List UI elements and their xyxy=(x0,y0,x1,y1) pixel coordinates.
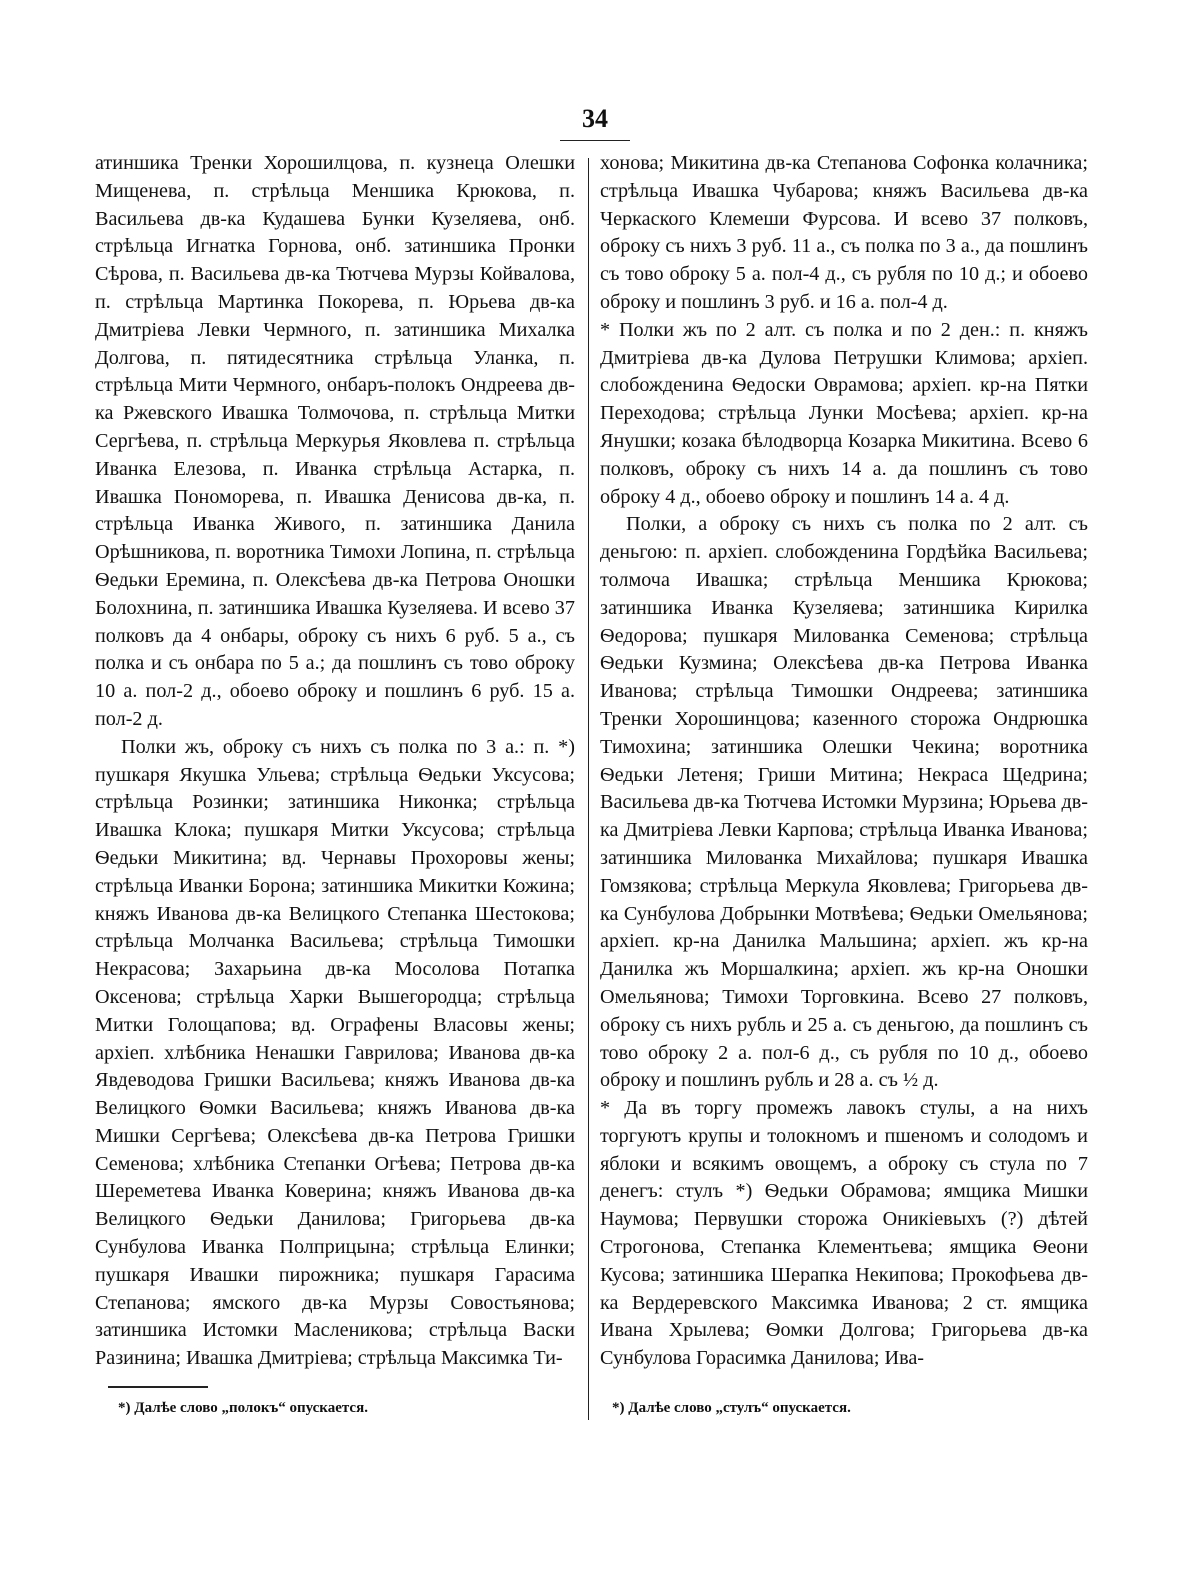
right-paragraph-4: * Да въ торгу промежъ лавокъ стулы, а на нихъ торгуютъ крупы и толокномъ и пшеномъ и солодомъ и яблоки и всякимъ овощемъ, а оброку съ стула по 7 денегъ: стулъ *) Ѳедьки Обрамова; ямщика Мишки Наумова; Первушки сторожа Оникіевыхъ (?) дѣтей Строгонова, Степанка Клементьева; ямщика Ѳеони Кусова; затиншика Шерапка Некипова; Прокофьева дв-ка Вердеревского Максимка Иванова; 2 ст. ямщика Ивана Хрылева; Ѳомки Долгова; Григорьева дв-ка Сунбулова Горасимка Данилова; Ива- xyxy=(600,1097,1088,1370)
footnote-left: *) Далѣе слово „полокъ“ опускается. xyxy=(118,1400,368,1416)
right-paragraph-3: Полки, а оброку съ нихъ съ полка по 2 алт. съ деньгою: п. архіеп. слобожденина Гордѣйка Васильева; толмоча Ивашка; стрѣльца Меншика Крюкова; затиншика Иванка Кузеляева; затиншика Кирилка Ѳедорова; пушкаря Милованка Семенова; стрѣльца Ѳедьки Кузмина; Олексѣева дв-ка Петрова Иванка Иванова; стрѣльца Тимошки Ондреева; затиншика Тренки Хорошинцова; казенного сторожа Ондрюшка Тимохина; затиншика Олешки Чекина; воротника Ѳедьки Летеня; Гриши Митина; Некраса Щедрина; Васильева дв-ка Тютчева Истомки Мурзина; Юрьева дв-ка Дмитріева Левки Карпова; стрѣльца Иванка Иванова; затиншика Милованка Михайлова; пушкаря Ивашка Гомзякова; стрѣльца Меркула Яковлева; Григорьева дв-ка Сунбулова Добрынки Мотвѣева; Ѳедьки Омельянова; архіеп. кр-на Данилка Мальшина; архіеп. жъ кр-на Данилка жъ Моршалкина; архіеп. жъ кр-на Оношки Омельянова; Тимохи Торговкина. Всево 27 полковъ, оброку съ нихъ рубль и 25 а. съ деньгою, да пошлинъ съ тово оброку 2 а. пол-6 д., съ рубля по 10 д., обоево оброку и пошлинъ рубль и 28 а. съ ½ д. xyxy=(600,513,1088,1092)
left-column xyxy=(95,150,575,1373)
left-paragraph-2: Полки жъ, оброку съ нихъ съ полка по 3 а.: п. *) пушкаря Якушка Ульева; стрѣльца Ѳедьки Уксусова; стрѣльца Розинки; затиншика Никонка; стрѣльца Ивашка Клока; пушкаря Митки Уксусова; стрѣльца Ѳедьки Микитина; вд. Чернавы Прохоровы жены; стрѣльца Иванки Борона; затиншика Микитки Кожина; княжъ Иванова дв-ка Велицкого Степанка Шестокова; стрѣльца Молчанка Васильева; стрѣльца Тимошки Некрасова; Захарьина дв-ка Мосолова Потапка Оксенова; стрѣльца Харки Вышегородца; стрѣльца Митки Голощапова; вд. Ографены Власовы жены; архіеп. хлѣбника Ненашки Гаврилова; Иванова дв-ка Явдеводова Гришки Васильева; княжъ Иванова дв-ка Велицкого Ѳомки Васильева; княжъ Иванова дв-ка Мишки Сергѣева; Олексѣева дв-ка Петрова Гришки Семенова; хлѣбника Степанки Огѣева; Петрова дв-ка Шереметева Иванка Коверина; княжъ Иванова дв-ка Велицкого Ѳедьки Данилова; Григорьева дв-ка Сунбулова Иванка Полприцына; стрѣльца Елинки; пушкаря Ивашки пирожника; пушкаря Гарасима Степанова; ямского дв-ка Мурзы Совостьянова; затиншика Истомки Масленикова; стрѣльца Васки Разинина; Ивашка Дмитріева; стрѣльца Максимка Ти- xyxy=(95,735,575,1370)
right-paragraph-1: хонова; Микитина дв-ка Степанова Софонка колачника; стрѣльца Ивашка Чубарова; княжъ Васильева дв-ка Черкаского Клемеши Фурсова. И всево 37 полковъ, оброку съ нихъ 3 руб. 11 а., съ полка по 3 а., да пошлинъ съ тово оброку 5 а. пол-4 д., съ рубля по 10 д.; и обоево оброку и пошлинъ 3 руб. и 16 а. пол-4 д. xyxy=(600,152,1088,313)
footnote-right: *) Далѣе слово „стулъ“ опускается. xyxy=(612,1400,851,1416)
right-paragraph-2: * Полки жъ по 2 алт. съ полка и по 2 ден.: п. княжъ Дмитріева дв-ка Дулова Петрушки Климова; архіеп. слобожденина Ѳедоски Оврамова; архіеп. кр-на Пятки Переходова; стрѣльца Лунки Мосѣева; архіеп. кр-на Янушки; козака бѣлодворца Козарка Микитина. Всево 6 полковъ, оброку съ нихъ 14 а. да пошлинъ съ тово оброку 4 д., обоево оброку и пошлинъ 14 а. 4 д. xyxy=(600,318,1088,508)
page-number: 34 xyxy=(582,104,608,133)
page-number-rule xyxy=(560,140,630,141)
right-column xyxy=(600,150,1088,1373)
left-paragraph-1: атиншика Тренки Хорошилцова, п. кузнеца Олешки Мищенева, п. стрѣльца Меншика Крюкова, п. Васильева дв-ка Кудашева Бунки Кузеляева, онб. стрѣльца Игнатка Горнова, онб. затиншика Пронки Сѣрова, п. Васильева дв-ка Тютчева Мурзы Койвалова, п. стрѣльца Мартинка Покорева, п. Юрьева дв-ка Дмитріева Левки Чермного, п. затиншика Михалка Долгова, п. пятидесятника стрѣльца Уланка, п. стрѣльца Мити Чермного, онбаръ-полокъ Ондреева дв-ка Ржевского Ивашка Толмочова, п. стрѣльца Митки Сергѣева, п. стрѣльца Меркурья Яковлева п. стрѣльца Иванка Елезова, п. Иванка стрѣльца Астарка, п. Ивашка Пономорева, п. Ивашка Денисова дв-ка, п. стрѣльца Иванка Живого, п. затиншика Данила Орѣшникова, п. воротника Тимохи Лопина, п. стрѣльца Ѳедьки Еремина, п. Олексѣева дв-ка Петрова Оношки Болохнина, п. затиншика Ивашка Кузеляева. И всево 37 полковъ да 4 онбары, оброку съ нихъ 6 руб. 5 а., съ полка и съ онбара по 5 а.; да пошлинъ съ тово оброку 10 а. пол-2 д., обоево оброку и пошлинъ 6 руб. 15 а. пол-2 д. xyxy=(95,152,575,730)
column-divider xyxy=(588,158,589,1420)
footnote-rule-left xyxy=(108,1386,208,1388)
